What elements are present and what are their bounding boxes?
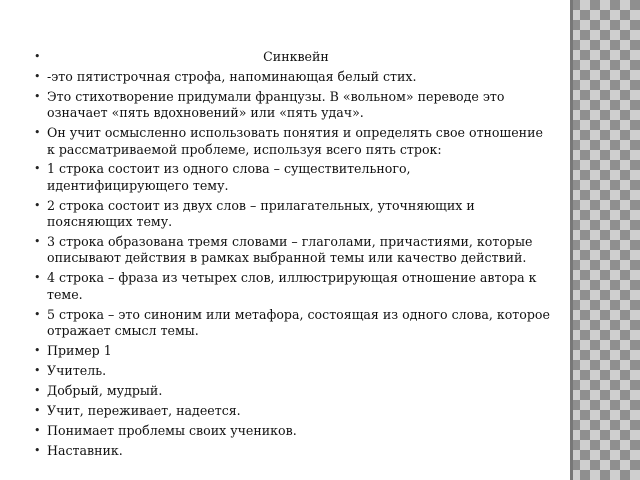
list-item-definition: • -это пятистрочная строфа, напоминающая белый стих. (33, 69, 553, 85)
list-item-line-2-rule: • 2 строка состоит из двух слов – прилагательных, уточняющих и поясняющих тему. (33, 198, 553, 231)
list-item-example-heading: • Пример 1 (33, 343, 553, 359)
slide-bullet-list (33, 49, 553, 462)
list-item-line-5-rule: • 5 строка – это синоним или метафора, состоящая из одного слова, которое отражает смысл темы. (33, 307, 553, 340)
list-item-example-line-3: • Учит, переживает, надеется. (33, 403, 553, 419)
list-item-example-line-4: • Понимает проблемы своих учеников. (33, 423, 553, 439)
list-item-origin: • Это стихотворение придумали французы. В «вольном» переводе это означает «пять вдохновений» или «пять удач». (33, 89, 553, 122)
list-item-example-line-5: • Наставник. (33, 443, 553, 459)
list-item-purpose: • Он учит осмысленно использовать понятия и определять свое отношение к рассматриваемой проблеме, используя всего пять строк: (33, 125, 553, 158)
side-pattern-edge (570, 0, 573, 480)
list-item-line-3-rule: • 3 строка образована тремя словами – глаголами, причастиями, которые описывают действия в рамках выбранной темы или качество действий. (33, 234, 553, 267)
list-item-example-line-1: • Учитель. (33, 363, 553, 379)
slide-title: • Синквейн (33, 49, 553, 65)
decorative-side-pattern (570, 0, 640, 480)
list-item-line-1-rule: • 1 строка состоит из одного слова – существительного, идентифицирующего тему. (33, 161, 553, 194)
list-item-example-line-2: • Добрый, мудрый. (33, 383, 553, 399)
list-item-line-4-rule: • 4 строка – фраза из четырех слов, иллюстрирующая отношение автора к теме. (33, 270, 553, 303)
